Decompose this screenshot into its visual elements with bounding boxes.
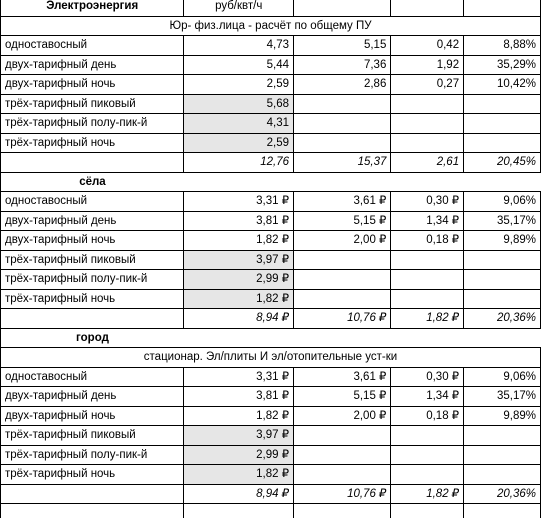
table-row	[1, 387, 541, 407]
section-subtitle: стационар. Эл/плиты И эл/отопительные уст-ки	[1, 348, 541, 368]
old-price: 3,31 ₽	[184, 192, 294, 212]
table-row	[1, 406, 541, 426]
total-old: 12,76	[184, 153, 294, 173]
price-diff: 1,92	[391, 55, 464, 75]
new-price: 7,36	[294, 55, 391, 75]
price-diff	[391, 133, 464, 153]
empty-cell	[464, 328, 541, 348]
table-row	[1, 211, 541, 231]
new-price	[294, 114, 391, 134]
section-subtitle: Юр- физ.лица - расчёт по общему ПУ	[1, 16, 541, 36]
trailing-row	[1, 504, 541, 519]
total-old: 8,94 ₽	[184, 484, 294, 504]
section-name-row	[1, 328, 541, 348]
table-row	[1, 114, 541, 134]
new-price	[294, 133, 391, 153]
new-price: 2,00 ₽	[294, 231, 391, 251]
tariff-label: трёх-тарифный пиковый	[1, 94, 184, 114]
total-new: 10,76 ₽	[294, 309, 391, 329]
total-diff: 1,82 ₽	[391, 309, 464, 329]
percent-change	[464, 270, 541, 290]
new-price: 5,15 ₽	[294, 211, 391, 231]
total-diff: 1,82 ₽	[391, 484, 464, 504]
empty-cell	[1, 484, 184, 504]
tariff-label: двух-тарифный ночь	[1, 75, 184, 95]
total-percent: 20,36%	[464, 484, 541, 504]
section-name: сёла	[1, 172, 184, 192]
price-diff: 1,34 ₽	[391, 211, 464, 231]
new-price: 2,00 ₽	[294, 406, 391, 426]
old-price: 2,59	[184, 75, 294, 95]
percent-change: 9,06%	[464, 192, 541, 212]
tariff-label: двух-тарифный день	[1, 211, 184, 231]
tariff-label: трёх-тарифный полу-пик-й	[1, 114, 184, 134]
price-diff	[391, 445, 464, 465]
old-price: 1,82 ₽	[184, 289, 294, 309]
old-price: 3,97 ₽	[184, 250, 294, 270]
old-price: 5,68	[184, 94, 294, 114]
percent-change: 9,89%	[464, 406, 541, 426]
empty-cell	[294, 172, 391, 192]
total-new: 10,76 ₽	[294, 484, 391, 504]
table-row	[1, 250, 541, 270]
price-diff	[391, 426, 464, 446]
table-row	[1, 289, 541, 309]
price-diff: 0,18 ₽	[391, 406, 464, 426]
section-subtitle-row	[1, 348, 541, 368]
header-title: Электроэнергия	[1, 0, 184, 16]
old-price: 2,99 ₽	[184, 445, 294, 465]
price-diff	[391, 250, 464, 270]
table-row	[1, 192, 541, 212]
tariff-label: одноставосный	[1, 192, 184, 212]
empty-cell	[391, 328, 464, 348]
total-percent: 20,36%	[464, 309, 541, 329]
old-price: 4,73	[184, 36, 294, 56]
empty-cell	[464, 504, 541, 519]
table-row	[1, 75, 541, 95]
table-row	[1, 270, 541, 290]
total-row	[1, 309, 541, 329]
percent-change: 9,89%	[464, 231, 541, 251]
tariff-label: двух-тарифный ночь	[1, 406, 184, 426]
tariff-label: одноставосный	[1, 367, 184, 387]
old-price: 1,82 ₽	[184, 231, 294, 251]
empty-cell	[1, 504, 184, 519]
new-price	[294, 289, 391, 309]
percent-change: 10,42%	[464, 75, 541, 95]
price-diff: 1,34 ₽	[391, 387, 464, 407]
empty-cell	[464, 172, 541, 192]
new-price	[294, 445, 391, 465]
percent-change	[464, 289, 541, 309]
percent-change: 8,88%	[464, 36, 541, 56]
tariff-label: трёх-тарифный ночь	[1, 289, 184, 309]
tariff-label: двух-тарифный ночь	[1, 231, 184, 251]
total-old: 8,94 ₽	[184, 309, 294, 329]
empty-cell	[294, 328, 391, 348]
empty-cell	[184, 504, 294, 519]
old-price: 4,31	[184, 114, 294, 134]
table-row	[1, 133, 541, 153]
price-diff	[391, 289, 464, 309]
tariff-label: трёх-тарифный пиковый	[1, 426, 184, 446]
price-diff: 0,18 ₽	[391, 231, 464, 251]
total-diff: 2,61	[391, 153, 464, 173]
section-name-row	[1, 172, 541, 192]
price-diff: 0,30 ₽	[391, 192, 464, 212]
tariff-label: трёх-тарифный ночь	[1, 133, 184, 153]
section-name: город	[1, 328, 184, 348]
table-row	[1, 445, 541, 465]
total-new: 15,37	[294, 153, 391, 173]
new-price: 3,61 ₽	[294, 192, 391, 212]
table-row	[1, 231, 541, 251]
price-diff	[391, 114, 464, 134]
empty-cell	[184, 328, 294, 348]
empty-cell	[391, 504, 464, 519]
new-price	[294, 426, 391, 446]
percent-change	[464, 445, 541, 465]
tariff-label: двух-тарифный день	[1, 387, 184, 407]
total-row	[1, 484, 541, 504]
empty-cell	[391, 172, 464, 192]
total-row	[1, 153, 541, 173]
new-price	[294, 465, 391, 485]
empty-cell	[1, 309, 184, 329]
old-price: 1,82 ₽	[184, 465, 294, 485]
table-row	[1, 367, 541, 387]
table-row	[1, 55, 541, 75]
percent-change	[464, 465, 541, 485]
table-row	[1, 94, 541, 114]
tariff-label: трёх-тарифный пиковый	[1, 250, 184, 270]
new-price	[294, 250, 391, 270]
new-price	[294, 270, 391, 290]
percent-change: 9,06%	[464, 367, 541, 387]
new-price: 2,86	[294, 75, 391, 95]
tariff-label: трёх-тарифный полу-пик-й	[1, 445, 184, 465]
percent-change	[464, 426, 541, 446]
old-price: 3,81 ₽	[184, 211, 294, 231]
table-row	[1, 426, 541, 446]
header-unit: руб/квт/ч	[184, 0, 294, 16]
empty-cell	[1, 153, 184, 173]
percent-change: 35,29%	[464, 55, 541, 75]
percent-change	[464, 133, 541, 153]
old-price: 2,99 ₽	[184, 270, 294, 290]
old-price: 5,44	[184, 55, 294, 75]
section-subtitle-row	[1, 16, 541, 36]
new-price: 3,61 ₽	[294, 367, 391, 387]
table-row	[1, 465, 541, 485]
percent-change: 35,17%	[464, 211, 541, 231]
old-price: 1,82 ₽	[184, 406, 294, 426]
empty-cell	[184, 172, 294, 192]
price-diff	[391, 465, 464, 485]
new-price	[294, 94, 391, 114]
table-row	[1, 36, 541, 56]
percent-change	[464, 114, 541, 134]
percent-change: 35,17%	[464, 387, 541, 407]
price-diff: 0,42	[391, 36, 464, 56]
new-price: 5,15	[294, 36, 391, 56]
tariff-label: одноставосный	[1, 36, 184, 56]
total-percent: 20,45%	[464, 153, 541, 173]
percent-change	[464, 94, 541, 114]
price-diff: 0,27	[391, 75, 464, 95]
old-price: 3,97 ₽	[184, 426, 294, 446]
price-diff	[391, 270, 464, 290]
price-diff: 0,30 ₽	[391, 367, 464, 387]
old-price: 3,81 ₽	[184, 387, 294, 407]
tariff-label: трёх-тарифный ночь	[1, 465, 184, 485]
tariff-label: трёх-тарифный полу-пик-й	[1, 270, 184, 290]
tariff-label: двух-тарифный день	[1, 55, 184, 75]
old-price: 3,31 ₽	[184, 367, 294, 387]
percent-change	[464, 250, 541, 270]
empty-cell	[294, 504, 391, 519]
header-row	[1, 0, 541, 16]
price-diff	[391, 94, 464, 114]
old-price: 2,59	[184, 133, 294, 153]
new-price: 5,15 ₽	[294, 387, 391, 407]
